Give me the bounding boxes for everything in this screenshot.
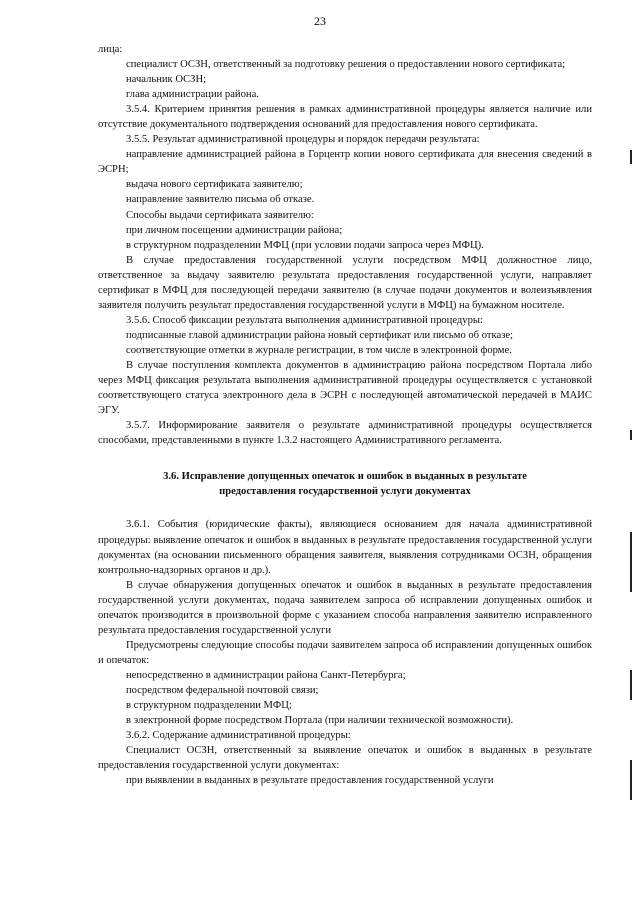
paragraph: Способы выдачи сертификата заявителю:: [126, 209, 314, 221]
paragraph: 3.6.1. События (юридические факты), являющиеся основанием для начала административной процедуры: выявление опечаток и ошибок в выданных в результате предоставления государственной услуги документах (на основании письменного обращения заявителя, выявления сотрудниками ОСЗН, обращения контрольно-надзорных органов и др.).: [98, 519, 592, 576]
paragraph: выдача нового сертификата заявителю;: [126, 179, 303, 191]
paragraph: 3.5.6. Способ фиксации результата выполнения административной процедуры:: [126, 314, 483, 326]
paragraph: соответствующие отметки в журнале регистрации, в том числе в электронной форме.: [126, 344, 512, 356]
paragraph: В случае обнаружения допущенных опечаток и ошибок в выданных в результате предоставления государственной услуги документах, подача заявителем запроса об исправлении допущенных ошибок и опечаток производится в произвольной форме с указанием способа направления заявителю исправленного результата предоставления государственной услуги: [98, 579, 592, 636]
paragraph: при личном посещении администрации района;: [126, 224, 343, 236]
paragraph: Предусмотрены следующие способы подачи заявителем запроса об исправлении допущенных ошибок и опечаток:: [98, 639, 592, 666]
paragraph: специалист ОСЗН, ответственный за подготовку решения о предоставлении нового сертификата;: [126, 59, 566, 71]
paragraph: посредством федеральной почтовой связи;: [126, 684, 319, 696]
scan-edge-mark: [630, 150, 632, 164]
paragraph: в структурном подразделении МФЦ (при условии подачи запроса через МФЦ).: [126, 239, 484, 251]
section-3-5-text: [98, 42, 592, 448]
paragraph: глава администрации района.: [126, 89, 259, 101]
paragraph: направление администрацией района в Горцентр копии нового сертификата для внесения сведений в ЭСРН;: [98, 149, 592, 176]
section-heading-line-2: предоставления государственной услуги документах: [219, 485, 471, 497]
paragraph: 3.6.2. Содержание административной процедуры:: [126, 730, 351, 742]
paragraph: подписанные главой администрации района новый сертификат или письмо об отказе;: [126, 329, 514, 341]
paragraph: направление заявителю письма об отказе.: [126, 194, 315, 206]
paragraph: В случае предоставления государственной услуги посредством МФЦ должностное лицо, ответственное за выдачу заявителю результата предоставления государственной услуги, направляет сертификат в МФЦ для последующей передачи заявителю (в случае подачи документов и волеизъявления заявителя получить результат предоставления государственной услуги в МФЦ) на бумажном носителе.: [98, 254, 592, 311]
paragraph: лица:: [98, 44, 123, 55]
paragraph: в электронной форме посредством Портала (при наличии технической возможности).: [126, 715, 514, 727]
section-3-6-text: [98, 517, 592, 788]
paragraph: начальник ОСЗН;: [126, 74, 207, 86]
paragraph: при выявлении в выданных в результате предоставления государственной услуги: [126, 775, 494, 787]
document-body: [98, 42, 592, 788]
paragraph: Специалист ОСЗН, ответственный за выявление опечаток и ошибок в выданных в результате предоставления государственной услуги документах:: [98, 745, 592, 772]
paragraph: 3.5.7. Информирование заявителя о результате административной процедуры осуществляется способами, представленными в пункте 1.3.2 настоящего Административного регламента.: [98, 420, 592, 447]
paragraph: непосредственно в администрации района Санкт-Петербурга;: [126, 669, 406, 681]
paragraph: 3.5.4. Критерием принятия решения в рамках административной процедуры является наличие или отсутствие документального подтверждения оснований для предоставления нового сертификата.: [98, 104, 592, 131]
section-heading-line-1: 3.6. Исправление допущенных опечаток и ошибок в выданных в результате: [163, 471, 527, 483]
scan-edge-mark: [630, 760, 632, 800]
paragraph: В случае поступления комплекта документов в администрацию района посредством Портала либо через МФЦ фиксация результата выполнения административной процедуры осуществляется с установкой соответствующего статуса электронного дела в ЭСРН с последующей автоматической передачей в МАИС ЭГУ.: [98, 359, 592, 417]
scan-edge-mark: [630, 532, 632, 592]
page-number: 23: [314, 14, 326, 28]
scan-edge-mark: [630, 670, 632, 700]
section-heading-3-6: [98, 470, 592, 499]
paragraph: в структурном подразделении МФЦ;: [126, 700, 292, 712]
paragraph: 3.5.5. Результат административной процедуры и порядок передачи результата:: [126, 134, 480, 146]
scan-edge-mark: [630, 430, 632, 440]
